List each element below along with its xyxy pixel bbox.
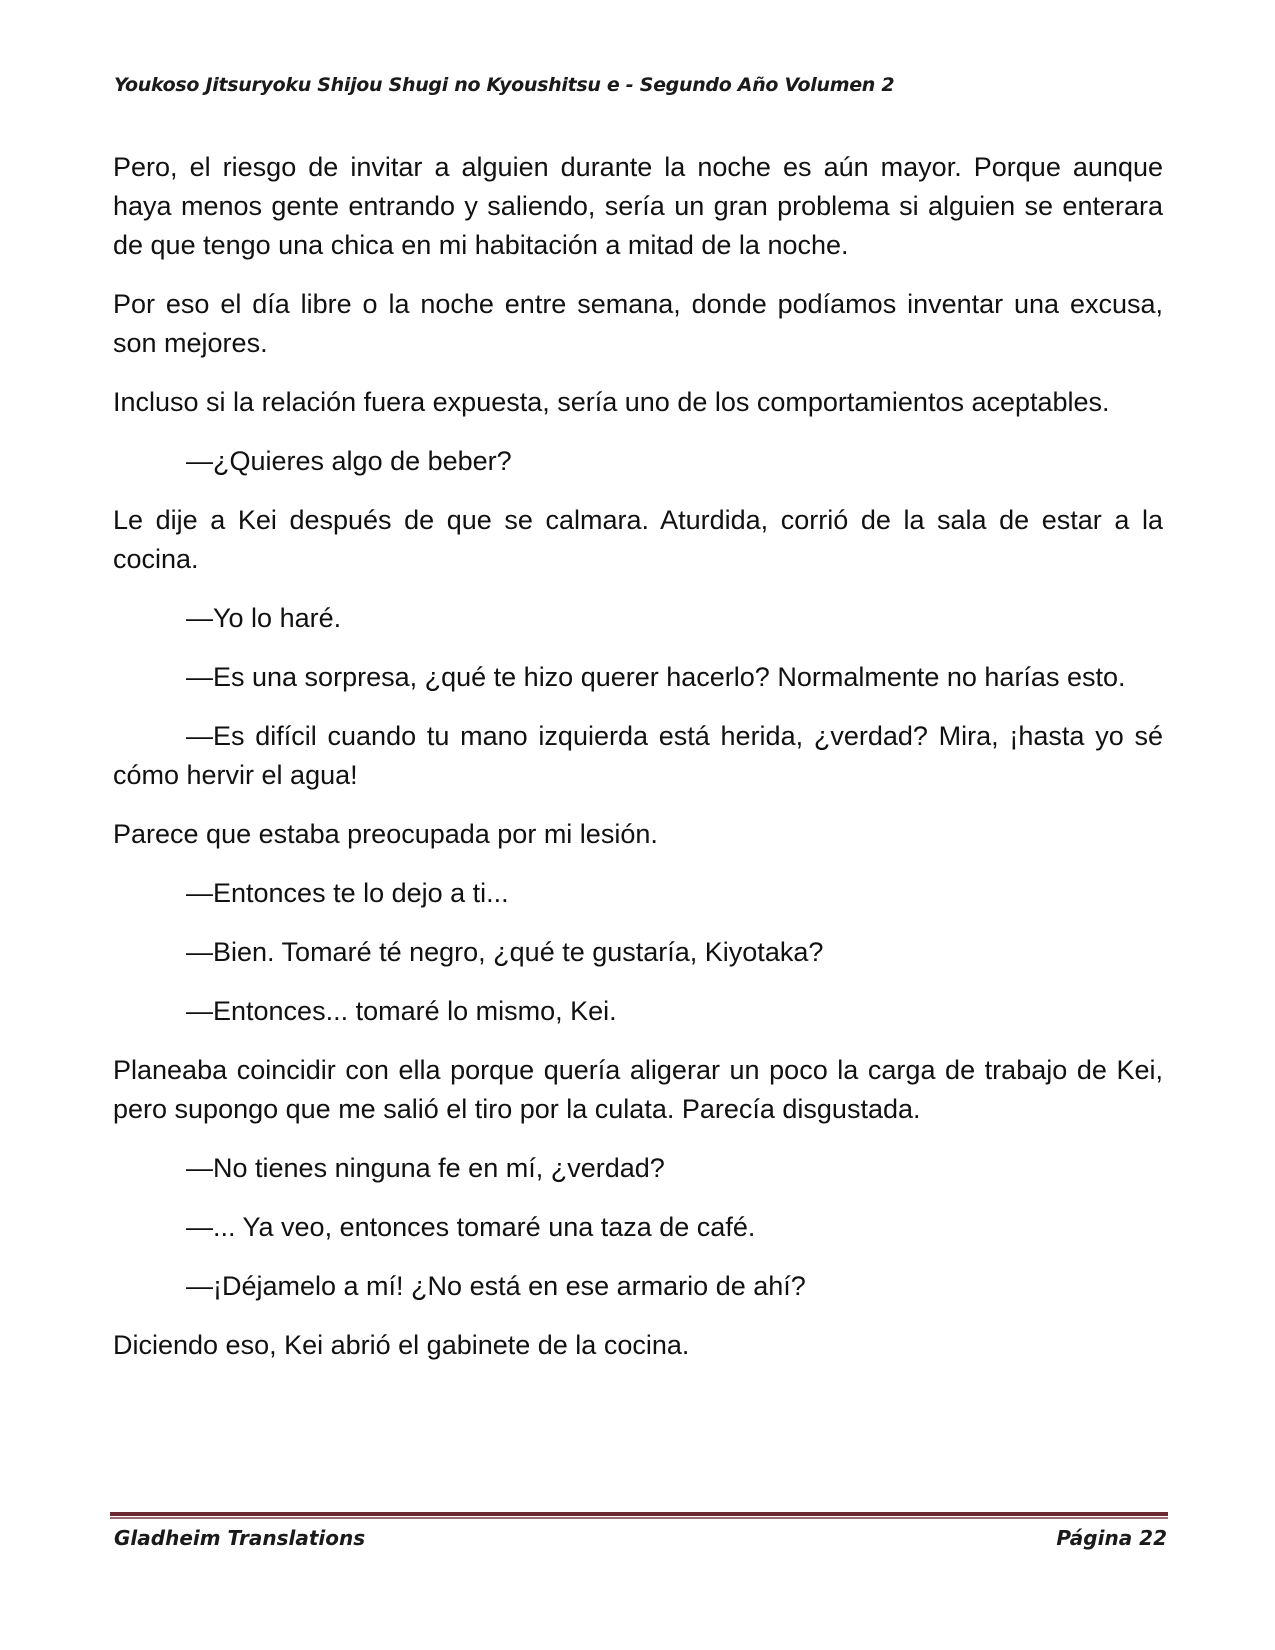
footer-divider	[110, 1512, 1168, 1520]
dialogue-line: —Entonces... tomaré lo mismo, Kei.	[186, 996, 617, 1026]
dialogue-line: —... Ya veo, entonces tomaré una taza de café.	[186, 1212, 756, 1242]
paragraph: Pero, el riesgo de invitar a alguien durante la noche es aún mayor. Porque aunque haya menos gente entrando y saliendo, sería un gran problema si alguien se enterara de que tengo una chica en mi habitación a mitad de la noche.	[113, 152, 1163, 260]
dialogue-line: —¡Déjamelo a mí! ¿No está en ese armario de ahí?	[186, 1271, 806, 1301]
dialogue-line: —Bien. Tomaré té negro, ¿qué te gustaría, Kiyotaka?	[186, 937, 824, 967]
footer-credit: Gladheim Translations	[114, 1526, 366, 1550]
footer-divider-light	[110, 1517, 1168, 1519]
dialogue-line: —Yo lo haré.	[186, 603, 342, 633]
dialogue-line: —No tienes ninguna fe en mí, ¿verdad?	[186, 1153, 665, 1183]
dialogue-line: —Es difícil cuando tu mano izquierda está herida, ¿verdad? Mira, ¡hasta yo sé cómo hervir el agua!	[113, 721, 1163, 790]
dialogue-line: —Entonces te lo dejo a ti...	[186, 878, 509, 908]
page-number: Página 22	[1056, 1526, 1167, 1550]
paragraph: Diciendo eso, Kei abrió el gabinete de la cocina.	[113, 1330, 690, 1360]
dialogue-line: —¿Quieres algo de beber?	[186, 446, 512, 476]
paragraph: Incluso si la relación fuera expuesta, sería uno de los comportamientos aceptables.	[113, 387, 1110, 417]
running-header: Youkoso Jitsuryoku Shijou Shugi no Kyoushitsu e - Segundo Año Volumen 2	[114, 74, 895, 96]
paragraph: Planeaba coincidir con ella porque quería aligerar un poco la carga de trabajo de Kei, pero supongo que me salió el tiro por la culata. Parecía disgustada.	[113, 1055, 1163, 1124]
paragraph: Parece que estaba preocupada por mi lesión.	[113, 819, 658, 849]
paragraph: Le dije a Kei después de que se calmara. Aturdida, corrió de la sala de estar a la cocina.	[113, 505, 1163, 574]
page-body	[113, 148, 1163, 1385]
dialogue-line: —Es una sorpresa, ¿qué te hizo querer hacerlo? Normalmente no harías esto.	[186, 662, 1126, 692]
paragraph: Por eso el día libre o la noche entre semana, donde podíamos inventar una excusa, son mejores.	[113, 289, 1163, 358]
